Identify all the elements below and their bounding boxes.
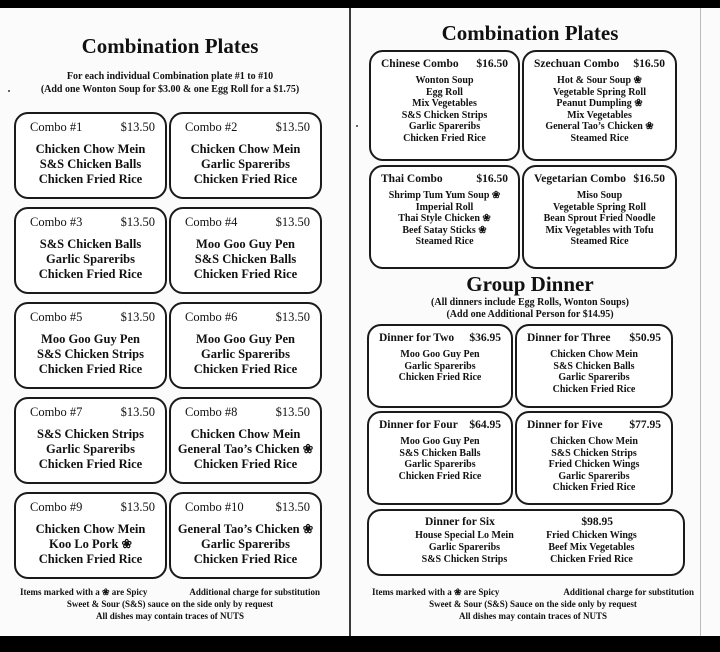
menu-item: Chicken Fried Rice xyxy=(38,552,143,566)
menu-item: General Tao’s Chicken ❀ xyxy=(177,522,314,536)
menu-item: Chicken Chow Mein xyxy=(35,142,146,156)
card-price: $64.95 xyxy=(469,419,501,431)
card-price: $13.50 xyxy=(275,215,310,229)
card-items xyxy=(16,237,165,282)
card-price: $16.50 xyxy=(633,58,665,70)
menu-item: Chicken Fried Rice xyxy=(193,362,298,376)
menu-item: Chicken Fried Rice xyxy=(38,172,143,186)
group-dinner-note2: (Add one Additional Person for $14.95) xyxy=(446,309,614,320)
substitution-note: Additional charge for substitution xyxy=(189,587,320,597)
card-items xyxy=(369,436,511,482)
menu-item: Steamed Rice xyxy=(415,236,474,248)
menu-item: S&S Chicken Balls xyxy=(399,447,481,459)
card-items xyxy=(524,75,675,145)
card-name: Combo #8 xyxy=(185,405,238,419)
menu-item: Wonton Soup xyxy=(415,75,474,86)
sauce-note: Sweet & Sour (S&S) sauce on the side only by request xyxy=(66,599,274,609)
group-dinner-title: Group Dinner xyxy=(466,272,594,296)
card-header xyxy=(517,326,671,344)
card-header xyxy=(16,114,165,135)
card-header xyxy=(517,413,671,431)
menu-item: Moo Goo Guy Pen xyxy=(400,436,480,447)
menu-item: Chicken Fried Rice xyxy=(552,482,636,494)
card-items xyxy=(369,349,511,384)
card-name: Vegetarian Combo xyxy=(534,173,626,185)
menu-item: Mix Vegetables with Tofu xyxy=(545,224,654,236)
card-name: Combo #6 xyxy=(185,310,238,324)
menu-item: Chicken Fried Rice xyxy=(398,470,482,482)
menu-item: Mix Vegetables xyxy=(412,98,477,110)
menu-item: S&S Chicken Balls xyxy=(194,252,297,266)
thai-combo-card xyxy=(369,165,520,269)
menu-item: Egg Roll xyxy=(426,86,463,98)
card-header xyxy=(171,209,320,230)
combo-card-9 xyxy=(14,492,167,579)
menu-item: Vegetable Spring Roll xyxy=(553,201,646,213)
card-header xyxy=(16,399,165,420)
menu-item: Moo Goo Guy Pen xyxy=(400,349,480,360)
left-subtitle-line1: For each individual Combination plate #1 to #10 xyxy=(66,71,274,82)
dinner-price: $98.95 xyxy=(581,516,613,528)
card-name: Chinese Combo xyxy=(381,58,459,70)
card-name: Thai Combo xyxy=(381,173,443,185)
card-price: $50.95 xyxy=(629,332,661,344)
menu-item: Beef Mix Vegetables xyxy=(548,542,635,553)
card-header xyxy=(171,494,320,515)
card-header xyxy=(16,494,165,515)
card-price: $13.50 xyxy=(120,120,155,134)
dinner-name: Dinner for Six xyxy=(425,516,495,528)
substitution-note: Additional charge for substitution xyxy=(563,587,694,597)
combo-card-3 xyxy=(14,207,167,294)
card-header xyxy=(524,52,675,70)
card-items xyxy=(16,332,165,377)
menu-item: Garlic Spareribs xyxy=(558,372,630,384)
menu-item: General Tao’s Chicken ❀ xyxy=(545,121,654,133)
spicy-note: Items marked with a ❀ are Spicy xyxy=(372,587,500,597)
card-items xyxy=(171,142,320,187)
menu-item: S&S Chicken Balls xyxy=(553,360,635,372)
menu-item: S&S Chicken Strips xyxy=(37,427,144,441)
menu-item: Chicken Fried Rice xyxy=(193,172,298,186)
card-items xyxy=(16,427,165,472)
card-name: Combo #4 xyxy=(185,215,238,229)
card-items xyxy=(517,436,671,494)
menu-item: Garlic Spareribs xyxy=(428,542,501,553)
card-price: $13.50 xyxy=(120,500,155,514)
speck xyxy=(356,125,358,127)
menu-item: Steamed Rice xyxy=(570,236,629,248)
menu-item: Chicken Chow Mein xyxy=(550,349,638,360)
menu-item: Garlic Spareribs xyxy=(200,537,290,551)
menu-item: Moo Goo Guy Pen xyxy=(41,332,140,346)
menu-item: Chicken Fried Rice xyxy=(193,267,298,281)
menu-item: S&S Chicken Balls xyxy=(39,157,142,171)
menu-item: Chicken Fried Rice xyxy=(38,362,143,376)
spicy-note: Items marked with a ❀ are Spicy xyxy=(20,587,148,597)
menu-item: Bean Sprout Fried Noodle xyxy=(543,213,656,225)
card-name: Combo #7 xyxy=(30,405,83,419)
card-header xyxy=(369,326,511,344)
menu-item: Moo Goo Guy Pen xyxy=(196,237,295,251)
card-items xyxy=(16,522,165,567)
menu-item: Garlic Spareribs xyxy=(558,470,630,482)
menu-item: S&S Chicken Strips xyxy=(421,554,508,565)
menu-item: Hot & Sour Soup ❀ xyxy=(557,75,642,86)
menu-item: Chicken Chow Mein xyxy=(550,436,638,447)
card-price: $13.50 xyxy=(275,310,310,324)
page-edge xyxy=(700,8,701,636)
sauce-note: Sweet & Sour (S&S) Sauce on the side only by request xyxy=(429,599,637,609)
dinner-for-four-card xyxy=(367,411,513,505)
menu-item: Peanut Dumpling ❀ xyxy=(556,98,643,110)
dinner-six-col1 xyxy=(415,530,514,566)
menu-item: Imperial Roll xyxy=(415,201,474,213)
menu-item: Garlic Spareribs xyxy=(200,157,290,171)
menu-item: Chicken Fried Rice xyxy=(38,457,143,471)
menu-item: Vegetable Spring Roll xyxy=(553,86,646,98)
menu-item: Thai Style Chicken ❀ xyxy=(398,213,491,225)
menu-item: S&S Chicken Strips xyxy=(551,447,637,459)
combo-card-10 xyxy=(169,492,322,579)
card-header xyxy=(16,209,165,230)
card-name: Dinner for Three xyxy=(527,332,611,344)
card-price: $16.50 xyxy=(633,173,665,185)
dinner-for-five-card xyxy=(515,411,673,505)
nuts-note: All dishes may contain traces of NUTS xyxy=(96,611,244,621)
menu-item: S&S Chicken Balls xyxy=(39,237,142,251)
left-subtitle-line2: (Add one Wonton Soup for $3.00 & one Egg Roll for a $1.75) xyxy=(40,84,300,95)
menu-item: Garlic Spareribs xyxy=(404,459,476,471)
card-header xyxy=(371,167,518,185)
vegetarian-combo-card xyxy=(522,165,677,269)
card-items xyxy=(371,190,518,248)
right-footer xyxy=(372,586,694,622)
left-footer xyxy=(20,586,320,622)
combo-card-7 xyxy=(14,397,167,484)
menu-item: Moo Goo Guy Pen xyxy=(196,332,295,346)
card-header xyxy=(171,399,320,420)
menu-item: Chicken Fried Rice xyxy=(193,457,298,471)
menu-item: Chicken Fried Rice xyxy=(550,554,633,565)
card-name: Combo #10 xyxy=(185,500,244,514)
combo-card-8 xyxy=(169,397,322,484)
menu-item: Chicken Fried Rice xyxy=(552,383,636,395)
combo-card-1 xyxy=(14,112,167,199)
card-name: Szechuan Combo xyxy=(534,58,620,70)
speck xyxy=(8,90,10,92)
combo-card-6 xyxy=(169,302,322,389)
dinner-six-col2 xyxy=(546,530,637,566)
card-items xyxy=(171,427,320,472)
card-price: $16.50 xyxy=(476,173,508,185)
menu-item: Chicken Chow Mein xyxy=(35,522,146,536)
card-header xyxy=(371,52,518,70)
card-items xyxy=(524,190,675,248)
menu-item: Chicken Fried Rice xyxy=(398,372,482,384)
menu-item: Chicken Chow Mein xyxy=(190,142,301,156)
card-price: $13.50 xyxy=(275,120,310,134)
menu-item: Garlic Spareribs xyxy=(45,252,135,266)
card-header xyxy=(171,304,320,325)
menu-item: Chicken Chow Mein xyxy=(190,427,301,441)
chinese-combo-card xyxy=(369,50,520,161)
card-items xyxy=(171,522,320,567)
szechuan-combo-card xyxy=(522,50,677,161)
menu-item: S&S Chicken Strips xyxy=(401,109,488,121)
card-price: $36.95 xyxy=(469,332,501,344)
menu-item: Chicken Fried Rice xyxy=(38,267,143,281)
menu-item: Fried Chicken Wings xyxy=(546,530,637,541)
card-name: Combo #9 xyxy=(30,500,83,514)
card-name: Dinner for Five xyxy=(527,419,603,431)
menu-item: Steamed Rice xyxy=(570,132,629,144)
card-items xyxy=(171,332,320,377)
combo-card-2 xyxy=(169,112,322,199)
page-divider xyxy=(349,8,351,636)
card-price: $13.50 xyxy=(120,215,155,229)
dinner-for-two-card xyxy=(367,324,513,408)
card-price: $13.50 xyxy=(120,310,155,324)
card-name: Dinner for Four xyxy=(379,419,458,431)
card-name: Dinner for Two xyxy=(379,332,455,344)
menu-item: S&S Chicken Strips xyxy=(37,347,144,361)
card-name: Combo #3 xyxy=(30,215,83,229)
menu-item: Shrimp Tum Yum Soup ❀ xyxy=(388,190,501,201)
card-price: $16.50 xyxy=(476,58,508,70)
card-header xyxy=(171,114,320,135)
left-page-title: Combination Plates xyxy=(81,34,259,58)
menu-item: Garlic Spareribs xyxy=(408,121,481,133)
card-price: $77.95 xyxy=(629,419,661,431)
menu-item: House Special Lo Mein xyxy=(415,530,514,541)
menu-item: Beef Satay Sticks ❀ xyxy=(402,224,487,236)
card-items xyxy=(517,349,671,395)
menu-item: Koo Lo Pork ❀ xyxy=(48,537,133,551)
dinner-for-three-card xyxy=(515,324,673,408)
card-items xyxy=(371,75,518,145)
card-name: Combo #2 xyxy=(185,120,238,134)
menu-item: Chicken Fried Rice xyxy=(403,132,486,144)
card-name: Combo #1 xyxy=(30,120,83,134)
card-header xyxy=(524,167,675,185)
combo-card-5 xyxy=(14,302,167,389)
card-price: $13.50 xyxy=(275,500,310,514)
card-price: $13.50 xyxy=(275,405,310,419)
menu-item: Mix Vegetables xyxy=(567,109,632,121)
combo-card-4 xyxy=(169,207,322,294)
menu-item: Fried Chicken Wings xyxy=(548,459,640,471)
card-items xyxy=(16,142,165,187)
card-name: Combo #5 xyxy=(30,310,83,324)
group-dinner-note1: (All dinners include Egg Rolls, Wonton Soups) xyxy=(431,297,629,308)
menu-item: Garlic Spareribs xyxy=(45,442,135,456)
menu-item: Garlic Spareribs xyxy=(404,360,476,372)
nuts-note: All dishes may contain traces of NUTS xyxy=(459,611,607,621)
menu-item: Miso Soup xyxy=(576,190,623,201)
menu-item: General Tao’s Chicken ❀ xyxy=(177,442,314,456)
menu-item: Garlic Spareribs xyxy=(200,347,290,361)
card-items xyxy=(171,237,320,282)
right-page-title: Combination Plates xyxy=(441,21,619,45)
card-price: $13.50 xyxy=(120,405,155,419)
dinner-for-six-card xyxy=(367,509,685,576)
card-header xyxy=(16,304,165,325)
card-header xyxy=(369,413,511,431)
menu-item: Chicken Fried Rice xyxy=(193,552,298,566)
